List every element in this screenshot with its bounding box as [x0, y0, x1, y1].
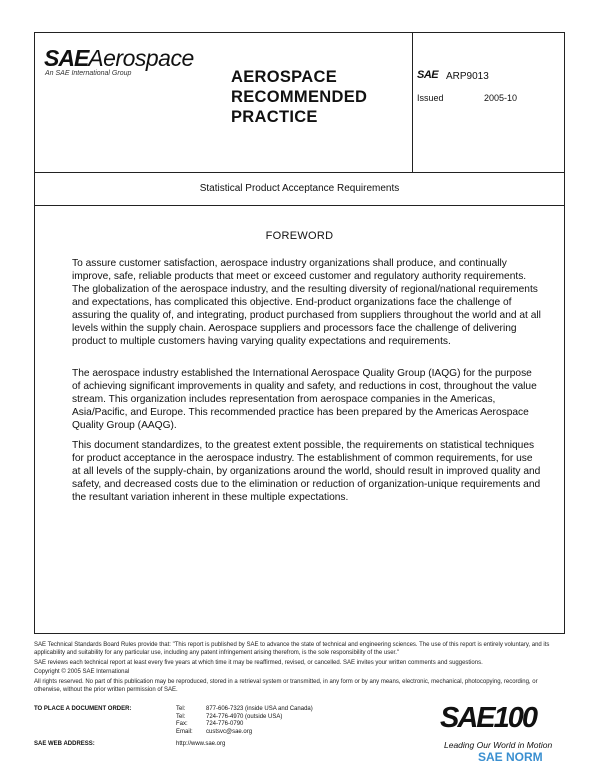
sae100-logo: SAE100 — [440, 702, 537, 734]
sae-mini-logo: SAE — [417, 69, 439, 81]
email-link[interactable]: custsvc@sae.org — [206, 728, 253, 735]
order-row: Fax: 724-776-0790 — [176, 721, 244, 727]
rules-text: SAE Technical Standards Board Rules provide that: "This report is published by SAE to advance the state of technical and engineering sciences. The use of this report is entirely voluntary, and its applicability and suitability for any particular use, including any patent infringement arising therefrom, is the sole responsibility of the user." — [34, 642, 550, 656]
badge-tagline: Leading Our World in Motion — [444, 740, 553, 750]
sae-norm-watermark: SAE NORM — [478, 750, 543, 764]
document-frame — [34, 32, 565, 634]
header-divider — [412, 33, 413, 172]
foreword-paragraph: To assure customer satisfaction, aerospace industry organizations shall produce, and continually improve, safe, reliable products that meet or exceed customer and regulatory authority requirements. The globalization of the aerospace industry, and the resulting diversity of regional/national requirements and expectations, has complicated this objective. End-product organizations face the challenge of assuring the quality of, and integrating, product purchased from suppliers throughout the world and at all levels within the supply chain. Aerospace suppliers and processors face the challenge of delivering product to multiple customers having varying quality expectations and requirements. — [72, 258, 541, 347]
order-row: Email: custsvc@sae.org — [176, 728, 253, 735]
web-label: SAE WEB ADDRESS: — [34, 741, 95, 747]
foreword-paragraph: The aerospace industry established the International Aerospace Quality Group (IAQG) for the purpose of achieving significant improvements in quality and safety, and reductions in cost, throughout the value stream. This organization includes representation from aerospace companies in the Americas, Asia/Pacific, and Europe. This recommended practice has been prepared by the Americas Aerospace Quality Group (AAQG). — [72, 368, 537, 431]
document-number: ARP9013 — [446, 71, 489, 82]
logo-tagline: An SAE International Group — [45, 70, 132, 77]
title-divider — [35, 205, 564, 206]
order-row: Tel: 877-606-7323 (inside USA and Canada) — [176, 706, 313, 712]
order-label: TO PLACE A DOCUMENT ORDER: — [34, 706, 132, 712]
review-text: SAE reviews each technical report at least every five years at which time it may be reaffirmed, revised, or cancelled. SAE invites your written comments and suggestions. — [34, 659, 483, 666]
rights-text: All rights reserved. No part of this publication may be reproduced, stored in a retrieval system or transmitted, in any form or by any means, electronic, mechanical, photocopying, recording, or otherwise, without the prior written permission of SAE. — [34, 678, 538, 693]
document-type: AEROSPACE RECOMMENDED PRACTICE — [231, 68, 368, 126]
foreword-paragraph: This document standardizes, to the greatest extent possible, the requirements on statistical techniques for product acceptance in the aerospace industry. The establishment of common requirements, for use at all levels of the supply-chain, by organizations around the world, should result in improved quality and safety, and decreased costs due to the elimination or reduction of organization-unique requirements and the resultant variation inherent in these multiple expectations. — [72, 440, 541, 503]
foreword-heading: FOREWORD — [265, 230, 334, 242]
copyright-text: Copyright © 2005 SAE International — [34, 669, 130, 675]
sae-aerospace-logo: SAEAerospace — [44, 45, 194, 71]
issued-label: Issued — [417, 93, 444, 103]
header-block — [35, 33, 564, 173]
issued-date: 2005-10 — [484, 93, 518, 103]
order-row: Tel: 724-776-4970 (outside USA) — [176, 713, 283, 720]
sae100-badge — [440, 702, 565, 774]
document-title: Statistical Product Acceptance Requirements — [199, 183, 400, 194]
legal-notice — [34, 641, 565, 695]
web-link[interactable]: http://www.sae.org — [176, 741, 226, 747]
web-address — [34, 741, 226, 747]
